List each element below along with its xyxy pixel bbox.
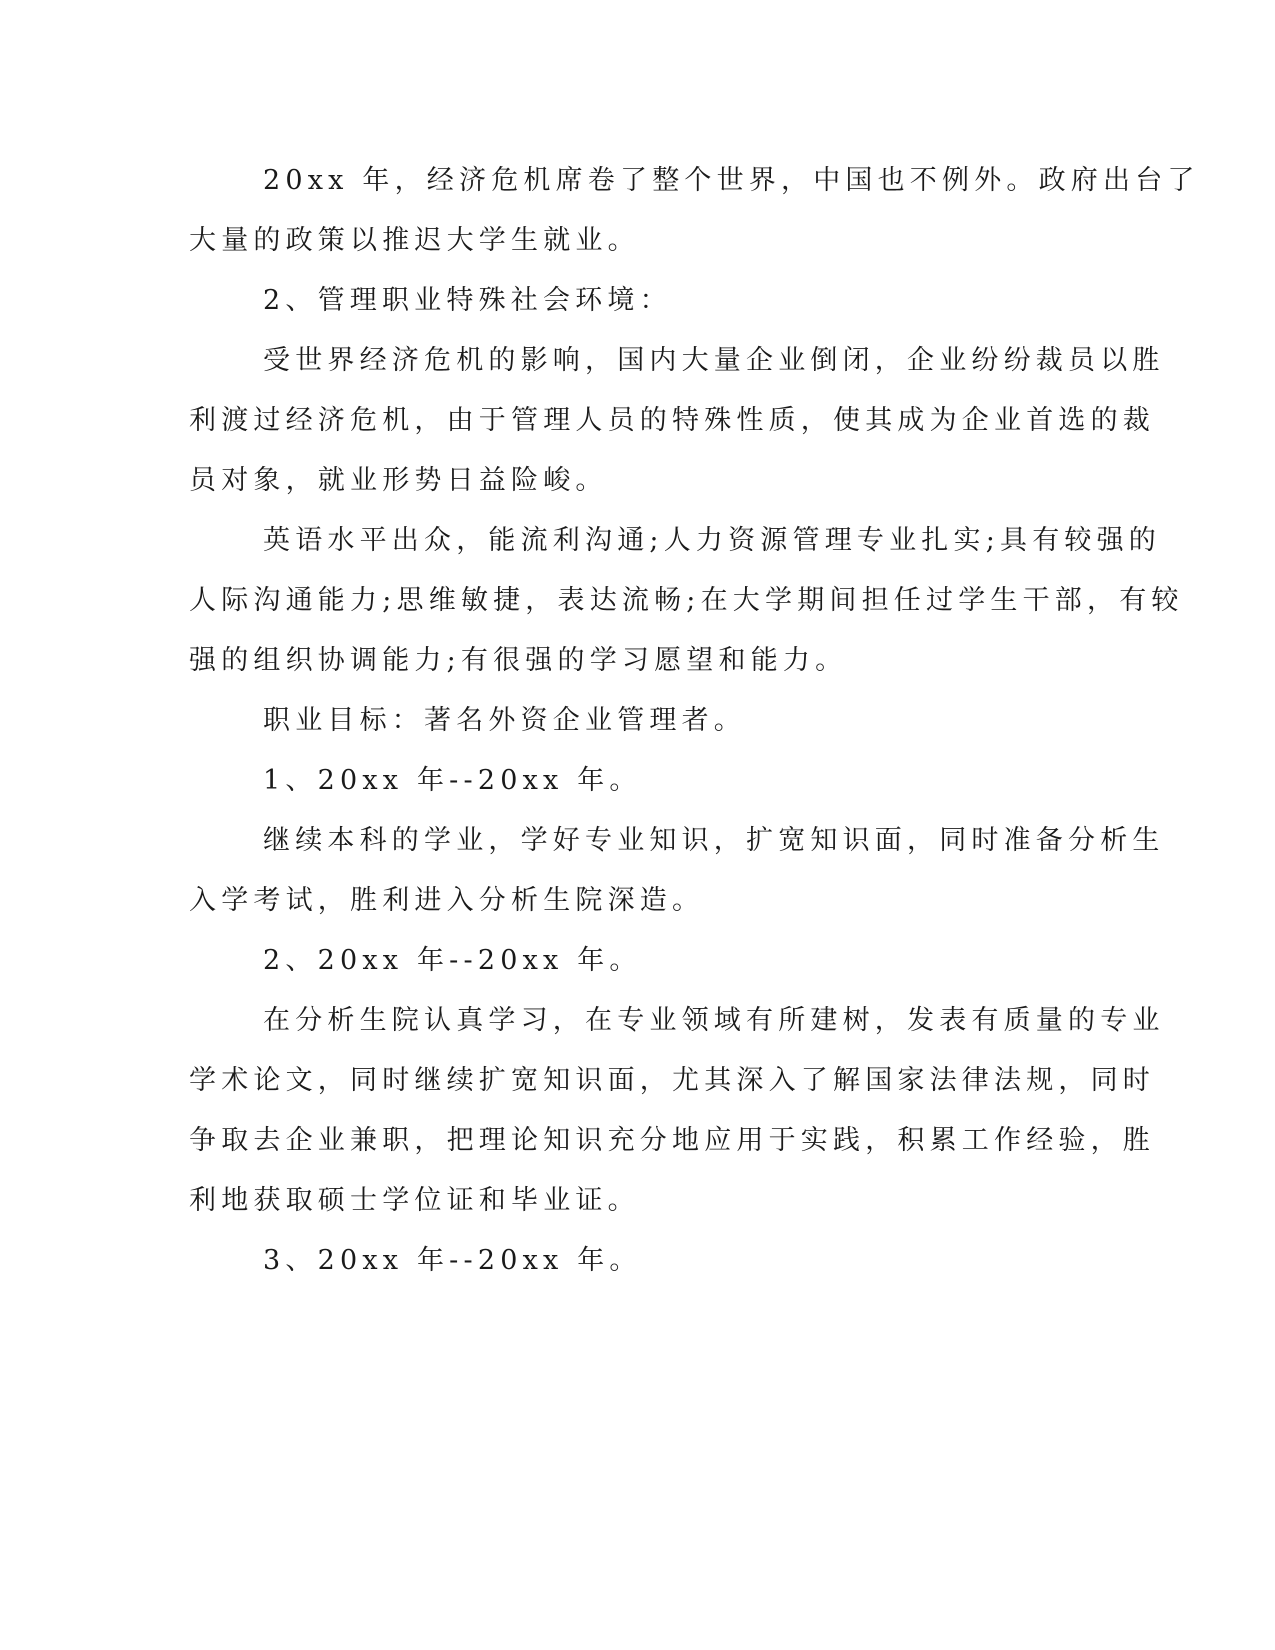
- section-heading: 2、管理职业特殊社会环境：: [263, 285, 672, 316]
- paragraph-line: 在分析生院认真学习，在专业领域有所建树，发表有质量的专业: [263, 1005, 1165, 1036]
- paragraph-line: 人际沟通能力;思维敏捷，表达流畅;在大学期间担任过学生干部，有较: [189, 585, 1184, 616]
- paragraph-line: 员对象，就业形势日益险峻。: [189, 465, 608, 496]
- paragraph-line: 争取去企业兼职，把理论知识充分地应用于实践，积累工作经验，胜: [189, 1125, 1155, 1156]
- paragraph-line: 受世界经济危机的影响，国内大量企业倒闭，企业纷纷裁员以胜: [263, 345, 1165, 376]
- paragraph-line: 利渡过经济危机，由于管理人员的特殊性质，使其成为企业首选的裁: [189, 405, 1155, 436]
- section-heading: 2、20xx 年--20xx 年。: [263, 945, 642, 976]
- paragraph-line: 入学考试，胜利进入分析生院深造。: [189, 885, 705, 916]
- section-heading: 3、20xx 年--20xx 年。: [263, 1245, 642, 1276]
- section-heading: 1、20xx 年--20xx 年。: [263, 765, 642, 796]
- paragraph-line: 强的组织协调能力;有很强的学习愿望和能力。: [189, 645, 848, 676]
- career-goal: 职业目标：著名外资企业管理者。: [263, 705, 746, 736]
- paragraph-line: 20xx 年，经济危机席卷了整个世界，中国也不例外。政府出台了: [263, 165, 1200, 196]
- paragraph-line: 大量的政策以推迟大学生就业。: [189, 225, 640, 256]
- paragraph-line: 继续本科的学业，学好专业知识，扩宽知识面，同时准备分析生: [263, 825, 1165, 856]
- paragraph-line: 英语水平出众，能流利沟通;人力资源管理专业扎实;具有较强的: [263, 525, 1161, 556]
- paragraph-line: 利地获取硕士学位证和毕业证。: [189, 1185, 640, 1216]
- paragraph-line: 学术论文，同时继续扩宽知识面，尤其深入了解国家法律法规，同时: [189, 1065, 1155, 1096]
